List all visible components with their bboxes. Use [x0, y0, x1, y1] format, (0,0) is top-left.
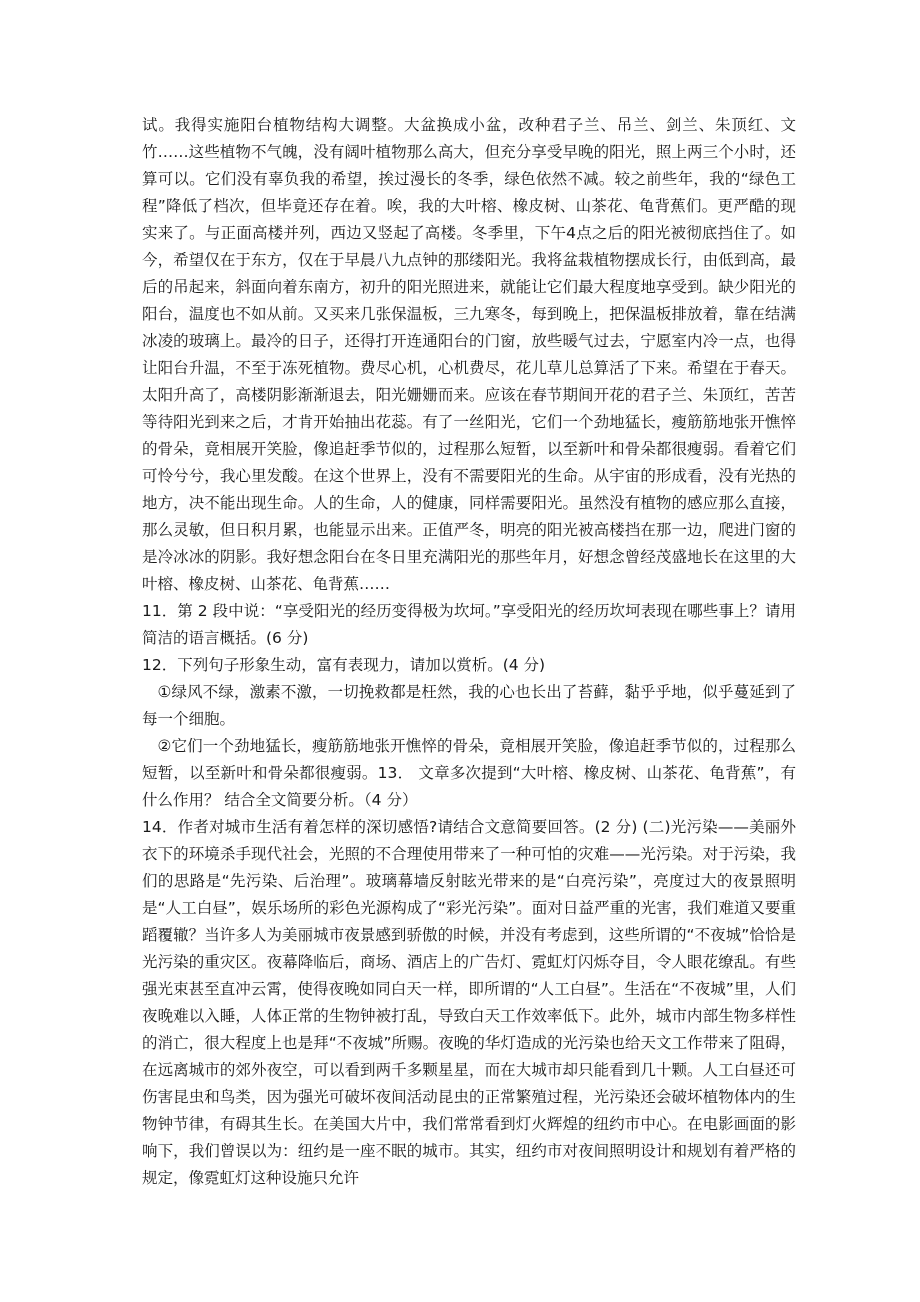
question-11: 11．第 2 段中说：“享受阳光的经历变得极为坎坷。”享受阳光的经历坎坷表现在哪些事上？请用简洁的语言概括。(6 分) [142, 602, 796, 647]
question-14-and-passage-2: 14．作者对城市生活有着怎样的深切感悟?请结合文意简要回答。(2 分) (二)光污染——美丽外衣下的环境杀手现代社会，光照的不合理使用带来了一种可怕的灾难——光污染。对于污染，我们的思路是“先污染、后治理”。玻璃幕墙反射眩光带来的是“白亮污染”，亮度过大的夜景照明是“人工白昼”，娱乐场所的彩色光源构成了“彩光污染”。面对日益严重的光害，我们难道又要重蹈覆辙？当许多人为美丽城市夜景感到骄傲的时候，并没有考虑到，这些所谓的“不夜城”恰恰是光污染的重灾区。夜幕降临后，商场、酒店上的广告灯、霓虹灯闪烁夺目，令人眼花缭乱。有些强光束甚至直冲云霄，使得夜晚如同白天一样，即所谓的“人工白昼”。生活在“不夜城”里，人们夜晚难以入睡，人体正常的生物钟被打乱，导致白天工作效率低下。此外，城市内部生物多样性的消亡，很大程度上也是拜“不夜城”所赐。夜晚的华灯造成的光污染也给天文工作带来了阻碍，在远离城市的郊外夜空，可以看到两千多颗星星，而在大城市却只能看到几十颗。人工白昼还可伤害昆虫和鸟类，因为强光可破坏夜间活动昆虫的正常繁殖过程，光污染还会破坏植物体内的生物钟节律，有碍其生长。在美国大片中，我们常常看到灯火辉煌的纽约市中心。在电影画面的影响下，我们曾误以为：纽约是一座不眠的城市。其实，纽约市对夜间照明设计和规划有着严格的规定，像霓虹灯这种设施只允许 [142, 818, 796, 1187]
question-12-option-1: ①绿风不绿，激素不激，一切挽救都是枉然，我的心也长出了苔藓，黏乎乎地，似乎蔓延到了每一个细胞。 [142, 683, 796, 728]
question-12: 12．下列句子形象生动，富有表现力，请加以赏析。(4 分) [142, 656, 546, 674]
question-12-option-2: ②它们一个劲地猛长，瘦筋筋地张开憔悴的骨朵，竟相展开笑脸，像追赶季节似的，过程那么短暂，以至新叶和骨朵都很瘦弱。13． 文章多次提到“大叶榕、橡皮树、山茶花、龟背蕉”，有什么作用？ 结合全文简要分析。（4 分） [142, 737, 796, 809]
passage-paragraph: 试。我得实施阳台植物结构大调整。大盆换成小盆，改种君子兰、吊兰、剑兰、朱顶红、文竹……这些植物不气魄，没有阔叶植物那么高大，但充分享受早晚的阳光，照上两三个小时，还算可以。它们没有辜负我的希望，挨过漫长的冬季，绿色依然不减。较之前些年，我的“绿色工程”降低了档次，但毕竟还存在着。唉，我的大叶榕、橡皮树、山茶花、龟背蕉们。更严酷的现实来了。与正面高楼并列，西边又竖起了高楼。冬季里，下午4点之后的阳光被彻底挡住了。如今，希望仅在于东方，仅在于早晨八九点钟的那缕阳光。我将盆栽植物摆成长行，由低到高，最后的吊起来，斜面向着东南方，初升的阳光照进来，就能让它们最大程度地享受到。缺少阳光的阳台，温度也不如从前。又买来几张保温板，三九寒冬，每到晚上，把保温板排放着，靠在结满冰凌的玻璃上。最冷的日子，还得打开连通阳台的门窗，放些暖气过去，宁愿室内冷一点，也得让阳台升温，不至于冻死植物。费尽心机，心机费尽，花儿草儿总算活了下来。希望在于春天。太阳升高了，高楼阴影渐渐退去，阳光姗姗而来。应该在春节期间开花的君子兰、朱顶红，苦苦等待阳光到来之后，才肯开始抽出花蕊。有了一丝阳光，它们一个劲地猛长，瘦筋筋地张开憔悴的骨朵，竟相展开笑脸，像追赶季节似的，过程那么短暂，以至新叶和骨朵都很瘦弱。看着它们可怜兮兮，我心里发酸。在这个世界上，没有不需要阳光的生命。从宇宙的形成看，没有光热的地方，决不能出现生命。人的生命，人的健康，同样需要阳光。虽然没有植物的感应那么直接，那么灵敏，但日积月累，也能显示出来。正值严冬，明亮的阳光被高楼挡在那一边，爬进门窗的是冷冰冰的阴影。我好想念阳台在冬日里充满阳光的那些年月，好想念曾经茂盛地长在这里的大叶榕、橡皮树、山茶花、龟背蕉…… [142, 116, 796, 593]
document-page [142, 112, 796, 1192]
